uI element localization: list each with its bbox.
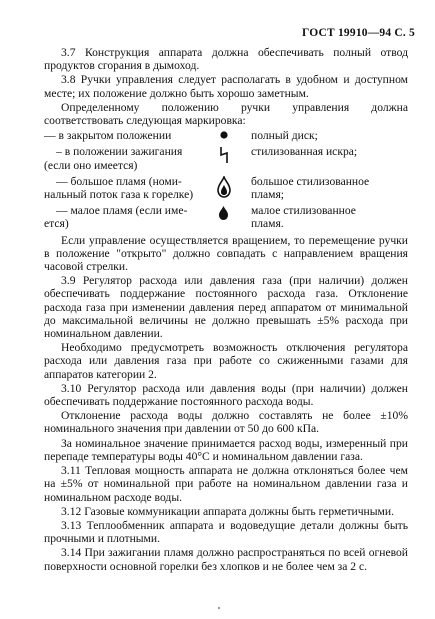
paragraph-rotation: Если управление осуществляется вращением, то перемещение ручки в положение "открыто" должно совпадать с направлением вращения часовой стрелки.	[44, 233, 408, 274]
paragraph-marking-intro: Определенному положению ручки управления должна соответствовать следующая маркировка:	[44, 100, 408, 128]
paragraph-regulator-disable: Необходимо предусмотреть возможность отключения регулятора расхода или давления газа при работе со сжиженными газами для аппаратов категории 2.	[44, 341, 408, 381]
document-body	[44, 46, 408, 574]
paragraph-3-14: 3.14 При зажигании пламя должно распространяться по всей огневой поверхности основной горелки без хлопков и не более чем за 2 с.	[44, 546, 408, 573]
filled-disc-icon	[196, 129, 251, 140]
paragraph-nominal-value: За номинальное значение принимается расход воды, измеренный при перепаде температуры воды 40°С и номинальном давлении газа.	[44, 436, 408, 463]
marking-row-ignition	[44, 145, 408, 171]
spark-icon	[196, 145, 251, 164]
page-header: ГОСТ 19910—94 С. 5	[302, 27, 415, 39]
paragraph-3-13: 3.13 Теплообменник аппарата и водоведущие детали должны быть прочными и плотными.	[44, 518, 408, 546]
paragraph-3-12: 3.12 Газовые коммуникации аппарата должны быть герметичными.	[61, 504, 394, 518]
marking-position: – в положении зажигания (если оно имеется)	[44, 145, 183, 172]
marking-position: — большое пламя (номи- нальный поток газа к горелке)	[44, 174, 194, 202]
paragraph-3-11: 3.11 Тепловая мощность аппарата не должна отклоняться более чем на ±5% от номинальной при работе на номинальном давлении газа и номинальном расходе воды.	[44, 464, 408, 504]
marking-position: — в закрытом положении	[44, 129, 172, 143]
marking-row-large-flame	[44, 175, 408, 201]
marking-position: — малое пламя (если име- ется)	[44, 204, 188, 231]
paragraph-3-8: 3.8 Ручки управления следует располагать в удобном и доступном месте; их положение должно быть хорошо заметным.	[44, 73, 408, 100]
marking-description: полный диск;	[251, 129, 318, 143]
small-flame-icon	[196, 204, 251, 221]
marking-description: малое стилизованное пламя.	[251, 204, 356, 231]
paragraph-3-9: 3.9 Регулятор расхода или давления газа (при наличии) должен обеспечивать поддержание постоянного расхода газа. Отклонение расхода газа при изменении давления перед аппаратом от минимальной до максимальной величины не должно превышать ±5% расхода при номинальном давлении.	[44, 274, 408, 341]
scan-speck	[218, 607, 220, 609]
marking-table	[44, 129, 408, 230]
paragraph-3-7: 3.7 Конструкция аппарата должна обеспечивать полный отвод продуктов сгорания в дымоход.	[44, 46, 408, 73]
marking-description: большое стилизованное пламя;	[251, 174, 370, 202]
marking-row-small-flame	[44, 204, 408, 230]
large-flame-icon	[196, 175, 251, 198]
marking-description: стилизованная искра;	[251, 145, 358, 159]
paragraph-3-10: 3.10 Регулятор расхода или давления воды (при наличии) должен обеспечивать поддержание постоянного расхода воды.	[44, 381, 408, 409]
marking-row-closed	[44, 129, 408, 142]
paragraph-water-deviation: Отклонение расхода воды должно составлять не более ±10% номинального значения при давлении от 50 до 600 кПа.	[44, 409, 408, 436]
